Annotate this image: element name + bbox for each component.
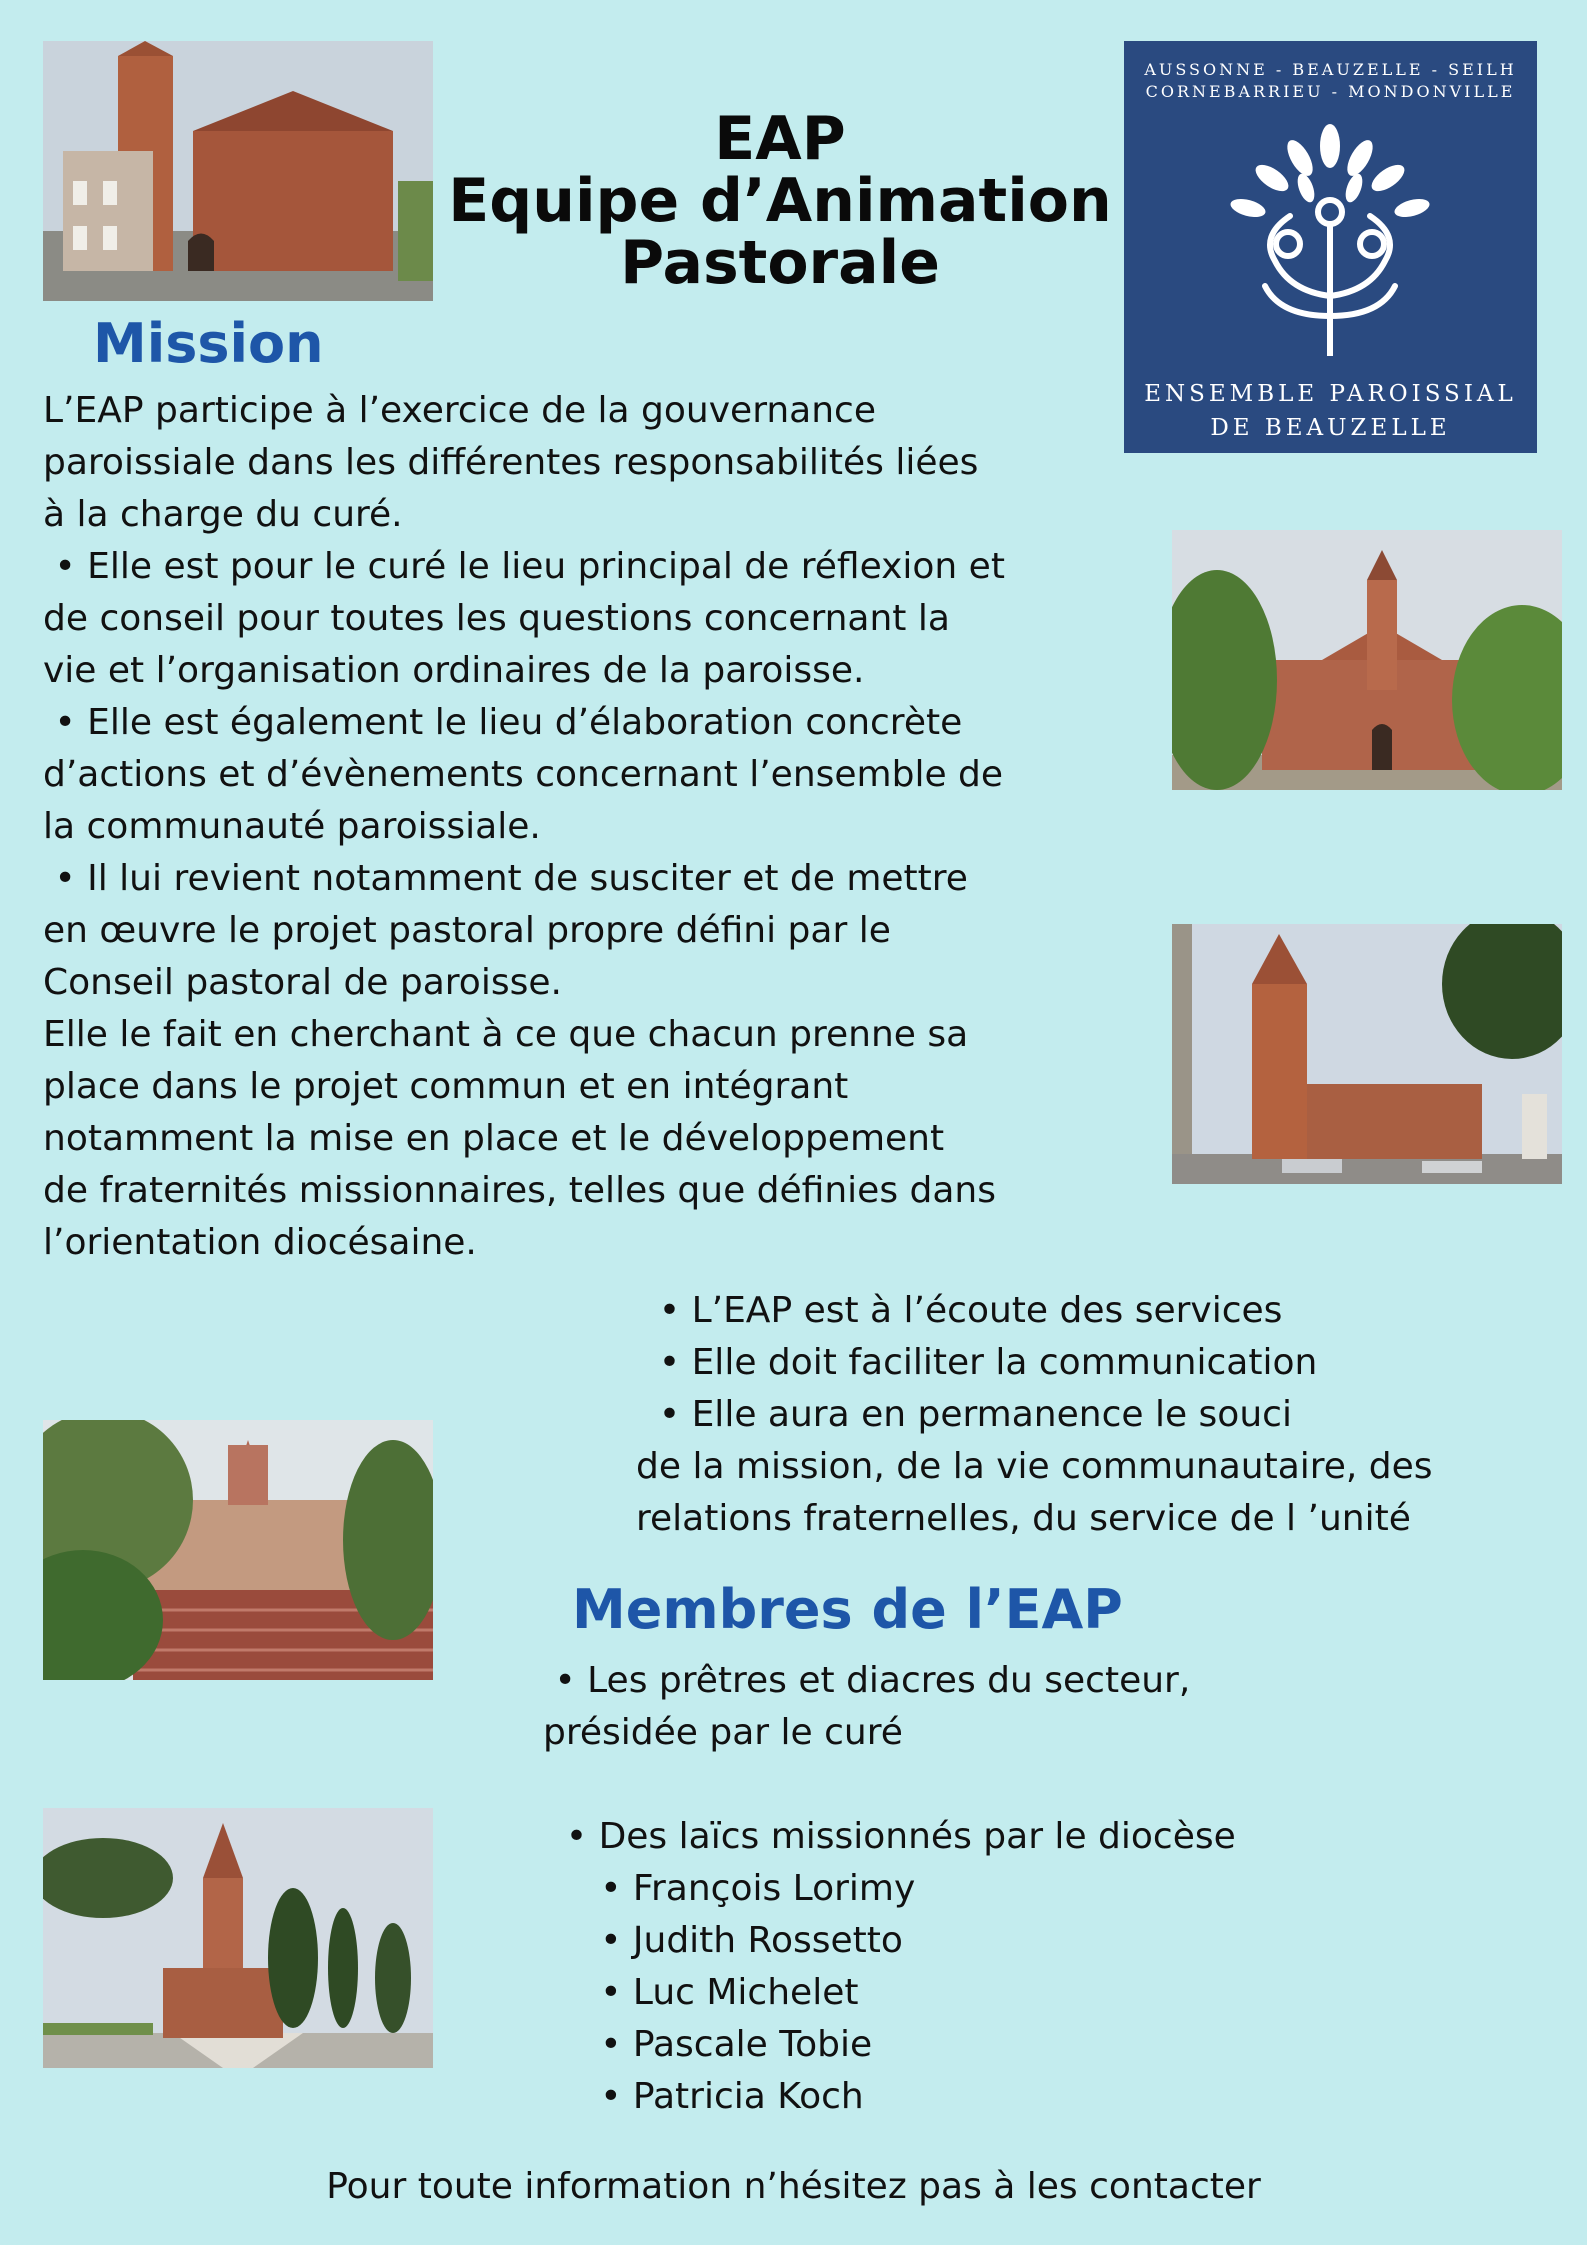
church-photo-5 — [43, 1808, 433, 2068]
title-line-2: Equipe d’Animation — [448, 166, 1112, 236]
services-line: de la mission, de la vie communautaire, des — [636, 1446, 1433, 1487]
members-clergy-line-2: présidée par le curé — [543, 1712, 903, 1753]
mission-line: place dans le projet commun et en intégrant — [43, 1066, 849, 1107]
services-text — [636, 1285, 1433, 1545]
services-line: relations fraternelles, du service de l ’unité — [636, 1498, 1411, 1539]
services-line: • L’EAP est à l’écoute des services — [636, 1290, 1283, 1331]
members-heading: Membres de l’EAP — [572, 1578, 1123, 1641]
logo-towns-line-2: CORNEBARRIEU - MONDONVILLE — [1145, 82, 1516, 101]
mission-line: vie et l’organisation ordinaires de la paroisse. — [43, 650, 865, 691]
title-line-1: EAP — [714, 104, 846, 174]
members-clergy-line-1: • Les prêtres et diacres du secteur, — [543, 1660, 1191, 1701]
mission-line: paroissiale dans les différentes responsabilités liées — [43, 442, 979, 483]
member-name: • Pascale Tobie — [543, 2024, 873, 2065]
title-line-3: Pastorale — [620, 228, 940, 298]
mission-line: en œuvre le projet pastoral propre défini par le — [43, 910, 891, 951]
services-line: • Elle doit faciliter la communication — [636, 1342, 1318, 1383]
mission-line: • Elle est pour le curé le lieu principal de réflexion et — [43, 546, 1005, 587]
mission-line: • Elle est également le lieu d’élaboration concrète — [43, 702, 963, 743]
church-photo-3 — [1172, 924, 1562, 1184]
logo-name-line-2: DE BEAUZELLE — [1210, 415, 1451, 441]
member-name: • Patricia Koch — [543, 2076, 864, 2117]
mission-line: à la charge du curé. — [43, 494, 403, 535]
member-name: • François Lorimy — [543, 1868, 916, 1909]
parish-logo — [1124, 41, 1537, 453]
mission-line: de conseil pour toutes les questions concernant la — [43, 598, 950, 639]
mission-line: • Il lui revient notamment de susciter et de mettre — [43, 858, 968, 899]
mission-heading: Mission — [93, 312, 324, 375]
logo-towns-line-1: AUSSONNE - BEAUZELLE - SEILH — [1144, 60, 1517, 79]
mission-line: Conseil pastoral de paroisse. — [43, 962, 562, 1003]
services-line: • Elle aura en permanence le souci — [636, 1394, 1292, 1435]
mission-line: la communauté paroissiale. — [43, 806, 541, 847]
member-name: • Judith Rossetto — [543, 1920, 903, 1961]
footer-contact-text: Pour toute information n’hésitez pas à les contacter — [326, 2166, 1261, 2207]
page-title — [430, 104, 1130, 298]
logo-name-line-1: ENSEMBLE PAROISSIAL — [1144, 381, 1517, 407]
members-text — [543, 1655, 1236, 2123]
mission-line: notamment la mise en place et le développement — [43, 1118, 945, 1159]
mission-line: L’EAP participe à l’exercice de la gouvernance — [43, 390, 876, 431]
tree-icon — [1220, 116, 1440, 356]
mission-line: Elle le fait en cherchant à ce que chacun prenne sa — [43, 1014, 969, 1055]
mission-line: l’orientation diocésaine. — [43, 1222, 477, 1263]
mission-text — [43, 385, 1163, 1269]
church-photo-1 — [43, 41, 433, 301]
member-name: • Luc Michelet — [543, 1972, 859, 2013]
members-laity-label: • Des laïcs missionnés par le diocèse — [543, 1816, 1236, 1857]
church-photo-2 — [1172, 530, 1562, 790]
mission-line: d’actions et d’évènements concernant l’ensemble de — [43, 754, 1004, 795]
church-photo-4 — [43, 1420, 433, 1680]
mission-line: de fraternités missionnaires, telles que définies dans — [43, 1170, 996, 1211]
